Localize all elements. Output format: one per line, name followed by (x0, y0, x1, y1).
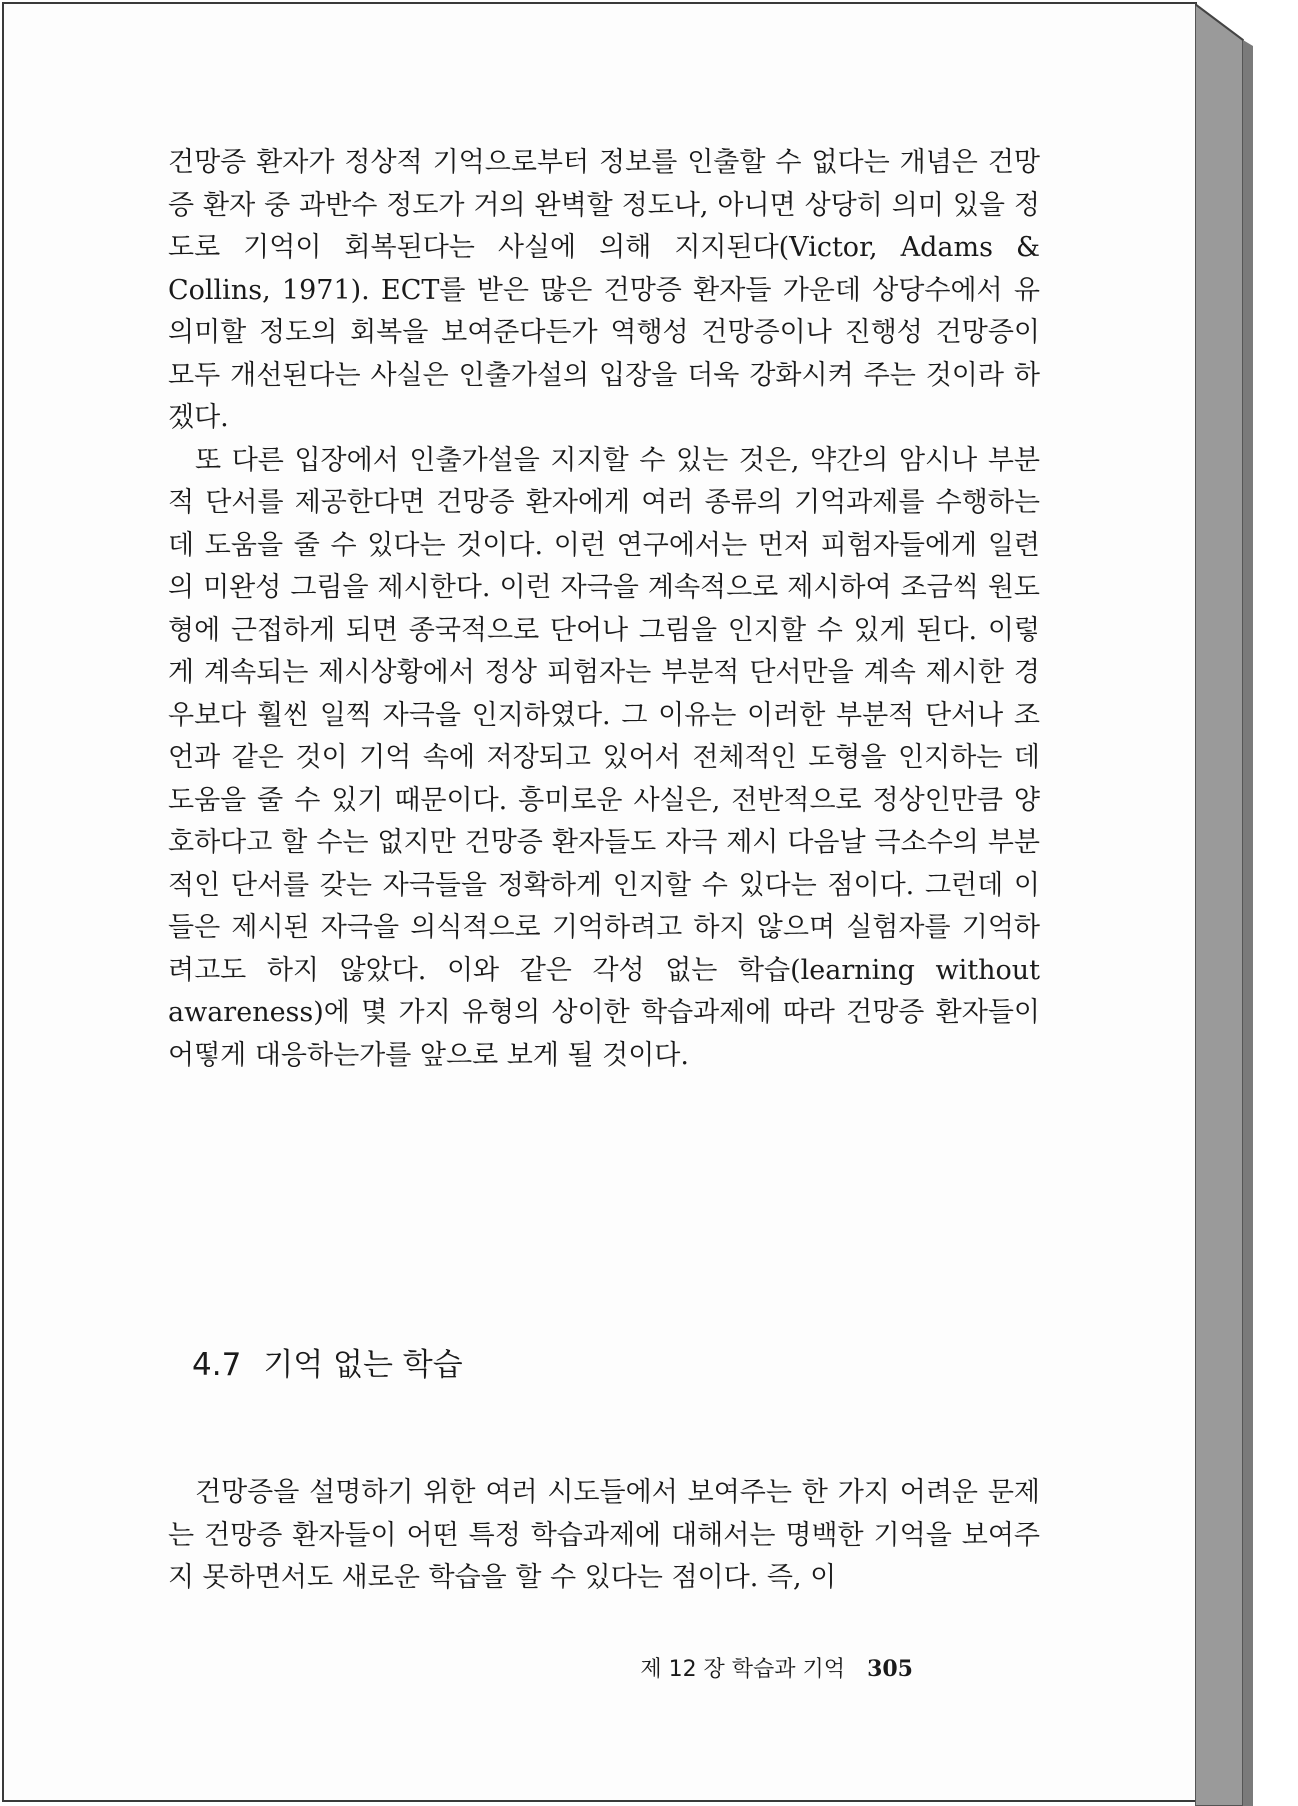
page-stack-edge (1195, 0, 1298, 1806)
paragraph-2: 또 다른 입장에서 인출가설을 지지할 수 있는 것은, 약간의 암시나 부분적 단서를 제공한다면 건망증 환자에게 여러 종류의 기억과제를 수행하는 데 도움을 줄 수 있다는 것이다. 이런 연구에서는 먼저 피험자들에게 일련의 미완성 그림을 제시한다. 이런 자극을 계속적으로 제시하여 조금씩 원도형에 근접하게 되면 종국적으로 단어나 그림을 인지할 수 있게 된다. 이렇게 계속되는 제시상황에서 정상 피험자는 부분적 단서만을 계속 제시한 경우보다 훨씬 일찍 자극을 인지하였다. 그 이유는 이러한 부분적 단서나 조언과 같은 것이 기억 속에 저장되고 있어서 전체적인 도형을 인지하는 데 도움을 줄 수 있기 때문이다. 흥미로운 사실은, 전반적으로 정상인만큼 양호하다고 할 수는 없지만 건망증 환자들도 자극 제시 다음날 극소수의 부분적인 단서를 갖는 자극들을 정확하게 인지할 수 있다는 점이다. 그런데 이들은 제시된 자극을 의식적으로 기억하려고 하지 않으며 실험자를 기억하려고도 하지 않았다. 이와 같은 각성 없는 학습(learning without awareness)에 몇 가지 유형의 상이한 학습과제에 따라 건망증 환자들이 어떻게 대응하는가를 앞으로 보게 될 것이다. (168, 444, 1040, 1071)
section-number: 4.7 (192, 1347, 242, 1383)
section-heading (192, 1339, 463, 1384)
page-number: 305 (867, 1656, 913, 1682)
chapter-label: 제 12 장 학습과 기억 (640, 1657, 846, 1682)
paragraph-1: 건망증 환자가 정상적 기억으로부터 정보를 인출할 수 없다는 개념은 건망증 환자 중 과반수 정도가 거의 완벽할 정도나, 아니면 상당히 의미 있을 정도로 기억이 회복된다는 사실에 의해 지지된다(Victor, Adams & Collins, 1971). ECT를 받은 많은 건망증 환자들 가운데 상당수에서 유의미할 정도의 회복을 보여준다든가 역행성 건망증이나 진행성 건망증이 모두 개선된다는 사실은 인출가설의 입장을 더욱 강화시켜 주는 것이라 하겠다. (168, 147, 1040, 433)
section-title: 기억 없는 학습 (263, 1347, 463, 1383)
running-footer (640, 1652, 913, 1683)
body-text (168, 142, 1040, 1077)
page-edge-shape (1195, 0, 1298, 1806)
book-page (2, 2, 1197, 1802)
section-paragraph: 건망증을 설명하기 위한 여러 시도들에서 보여주는 한 가지 어려운 문제는 건망증 환자들이 어떤 특정 학습과제에 대해서는 명백한 기억을 보여주지 못하면서도 새로운 학습을 할 수 있다는 점이다. 즉, 이 (168, 1477, 1040, 1593)
